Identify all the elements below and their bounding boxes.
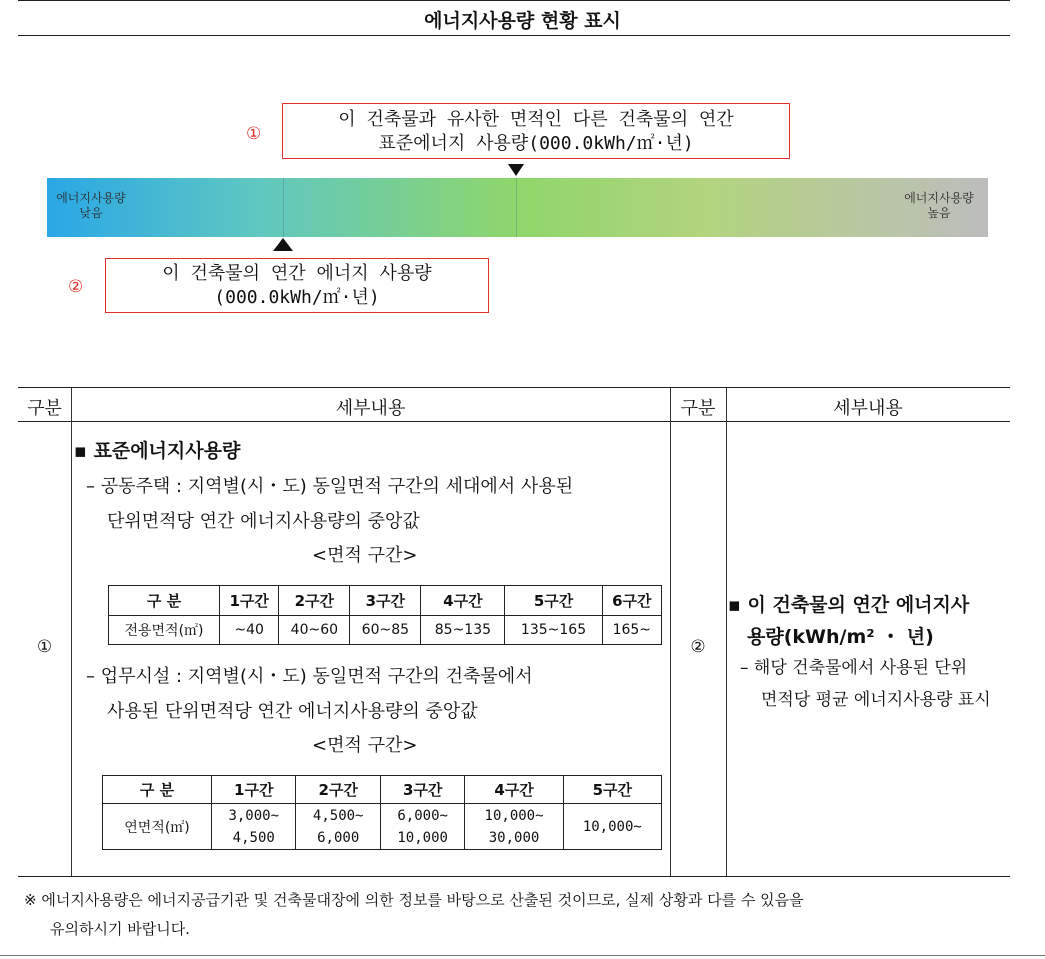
header-detail-2: 세부내용 <box>833 398 903 419</box>
biz-cell-line: 4,500 <box>232 829 275 846</box>
table-vline-1 <box>71 387 72 876</box>
apt-table-header: 2구간 <box>279 586 350 616</box>
biz-caption: <면적 구간> <box>312 735 418 756</box>
building-usage-desc <box>740 652 991 716</box>
apt-desc-line1: – 공동주택 : 지역별(시・도) 동일면적 구간의 세대에서 사용된 <box>86 476 574 497</box>
bar-low-label-line1: 에너지사용량 <box>56 191 126 205</box>
building-usage-desc-line1: – 해당 건축물에서 사용된 단위 <box>740 658 968 678</box>
bar-low-label-line2: 낮음 <box>79 206 103 220</box>
apt-table-header: 6구간 <box>602 586 661 616</box>
apt-table-cell: 60~85 <box>350 616 421 645</box>
apt-table-header: 3구간 <box>350 586 421 616</box>
callout-2-line1: 이 건축물의 연간 에너지 사용량 <box>162 263 432 284</box>
row-number-2: ② <box>690 637 706 657</box>
header-category-2: 구분 <box>680 398 716 419</box>
biz-table-header: 1구간 <box>212 776 296 804</box>
bar-tick-1 <box>283 178 284 237</box>
biz-cell-line: 4,500~ <box>312 807 364 824</box>
biz-table-header: 5구간 <box>563 776 661 804</box>
footnote-line2: 유의하시기 바랍니다. <box>50 920 190 938</box>
callout-building-usage <box>105 258 489 313</box>
table-bottom-rule <box>18 876 1010 877</box>
energy-gradient-bar <box>47 178 988 237</box>
callout-1-number: ① <box>246 124 262 144</box>
table-top-rule <box>18 387 1010 388</box>
biz-cell-line: 6,000 <box>317 829 360 846</box>
biz-area-table <box>102 775 662 850</box>
apt-table-cell: 165~ <box>602 616 661 645</box>
biz-cell-line: 30,000 <box>488 829 540 846</box>
biz-table-cell <box>212 804 296 850</box>
apt-table-cell: 85~135 <box>421 616 505 645</box>
bar-high-label-line1: 에너지사용량 <box>904 191 974 205</box>
biz-table-cell <box>465 804 563 850</box>
footnote-line1: ※ 에너지사용량은 에너지공급기관 및 건축물대장에 의한 정보를 바탕으로 산출된 것이므로, 실제 상황과 다를 수 있음을 <box>24 891 804 909</box>
bar-low-label <box>50 191 132 221</box>
standard-usage-heading: ▪ 표준에너지사용량 <box>74 440 241 462</box>
header-category-1: 구분 <box>27 398 62 419</box>
biz-table-header: 3구간 <box>380 776 464 804</box>
table-header-rule <box>18 421 1010 422</box>
apt-table-header: 5구간 <box>505 586 602 616</box>
biz-cell-line: 10,000 <box>397 829 448 846</box>
table-vline-3 <box>726 387 727 876</box>
row-number-1: ① <box>36 637 53 657</box>
apt-table-cell: ~40 <box>220 616 279 645</box>
apt-table-row-label: 전용면적(㎡) <box>109 616 220 645</box>
bar-tick-2 <box>516 178 517 237</box>
biz-table-header: 2구간 <box>296 776 380 804</box>
biz-table-cell <box>296 804 380 850</box>
top-rule <box>18 0 1010 1</box>
building-usage-heading <box>728 589 969 653</box>
biz-cell-line: 6,000~ <box>397 807 448 824</box>
apt-area-table <box>108 585 662 645</box>
table-vline-2 <box>670 387 671 876</box>
building-usage-desc-line2: 면적당 평균 에너지사용량 표시 <box>761 690 991 710</box>
biz-table-cell <box>563 804 661 850</box>
apt-table-cell: 40~60 <box>279 616 350 645</box>
biz-cell-line: 3,000~ <box>228 807 280 824</box>
title-rule <box>18 35 1010 36</box>
apt-table-header: 4구간 <box>421 586 505 616</box>
apt-table-header: 1구간 <box>220 586 279 616</box>
standard-marker-icon <box>508 164 524 176</box>
biz-table-row-label: 연면적(㎡) <box>103 804 212 850</box>
callout-1-line1: 이 건축물과 유사한 면적인 다른 건축물의 연간 <box>338 109 734 130</box>
building-usage-heading-line1: ▪ 이 건축물의 연간 에너지사 <box>728 594 970 616</box>
apt-desc-line2: 단위면적당 연간 에너지사용량의 중앙값 <box>107 511 420 532</box>
building-usage-heading-line2: 용량(kWh/m² ・ 년) <box>747 626 934 648</box>
biz-table-cell <box>380 804 464 850</box>
building-marker-icon <box>273 238 293 251</box>
apt-caption: <면적 구간> <box>312 545 418 566</box>
callout-1-line2: 표준에너지 사용량(000.0kWh/㎡·년) <box>378 133 694 154</box>
bar-high-label-line2: 높음 <box>927 206 951 220</box>
callout-standard-usage <box>282 103 790 159</box>
callout-2-number: ② <box>68 277 84 297</box>
apt-table-header: 구 분 <box>109 586 220 616</box>
page-title: 에너지사용량 현황 표시 <box>424 10 621 32</box>
biz-cell-line: 10,000~ <box>582 818 642 835</box>
apt-table-cell: 135~165 <box>505 616 602 645</box>
biz-table-header: 4구간 <box>465 776 563 804</box>
biz-desc-line2: 사용된 단위면적당 연간 에너지사용량의 중앙값 <box>107 701 478 722</box>
biz-desc-line1: – 업무시설 : 지역별(시・도) 동일면적 구간의 건축물에서 <box>86 666 533 687</box>
bar-high-label <box>896 191 982 221</box>
header-detail-1: 세부내용 <box>335 398 406 419</box>
callout-2-line2: (000.0kWh/㎡·년) <box>214 287 380 308</box>
bottom-rule <box>0 955 1045 956</box>
biz-cell-line: 10,000~ <box>484 807 544 824</box>
biz-table-header: 구 분 <box>103 776 212 804</box>
